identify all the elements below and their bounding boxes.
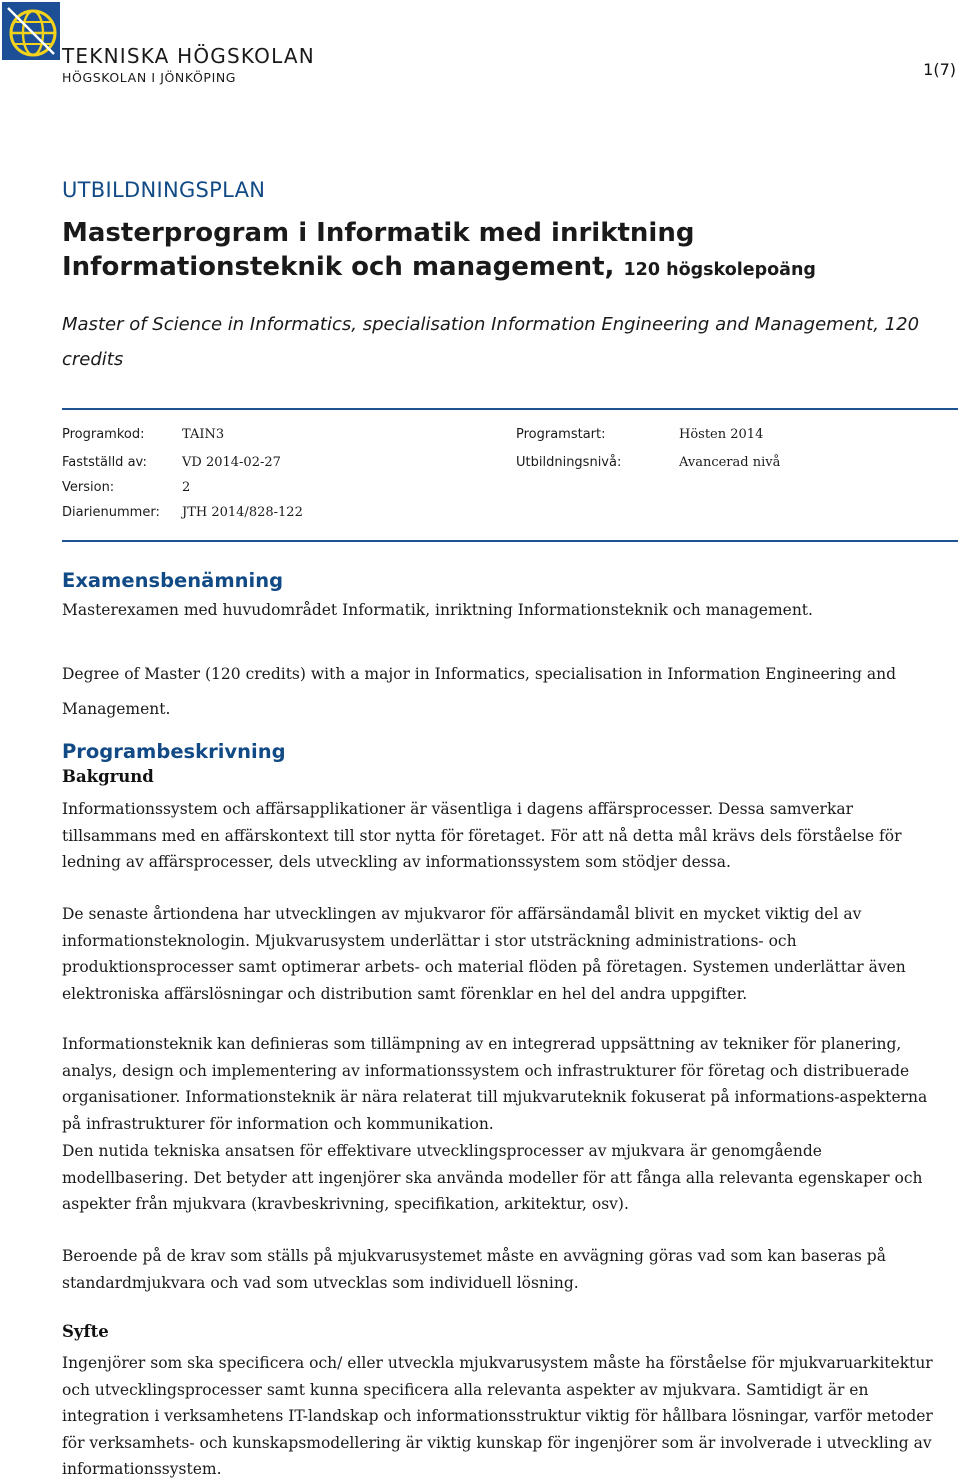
established-value: VD 2014-02-27 <box>182 455 281 470</box>
degree-swedish: Masterexamen med huvudområdet Informatik, inriktning Informationsteknik och management. <box>62 601 813 619</box>
background-paragraph-1: Informationssystem och affärsapplikationer är väsentliga i dagens affärsprocesser. Dessa samverkar tillsammans med en affärskontext till stor nytta för företaget. För att nå detta mål krävs dels förståelse för ledning av affärsprocesser, dels utveckling av informationssystem som stödjer dessa. <box>62 800 902 871</box>
meta-bottom-rule <box>62 540 958 542</box>
version-label: Version: <box>62 480 115 495</box>
program-code-value: TAIN3 <box>182 427 225 442</box>
education-level-label: Utbildningsnivå: <box>516 455 622 470</box>
purpose-paragraph: Ingenjörer som ska specificera och/ eller utveckla mjukvarusystem måste ha förståelse för mjukvaruarkitektur och utvecklingsprocesser samt kunna specificera alla relevanta aspekter av mjukvara. Samtidigt är en integration i verksamhetens IT-landskap och informationsstruktur viktig för hållbara lösningar, varför metoder för verksamhets- och kunskapsmodellering är viktig kunskap för ingenjörer som är involverade i utveckling av informationssystem. <box>62 1354 933 1478</box>
title-line-1: Masterprogram i Informatik med inriktning <box>62 218 695 248</box>
background-heading: Bakgrund <box>62 767 154 786</box>
background-paragraph-3: Informationsteknik kan definieras som tillämpning av en integrerad uppsättning av tekniker för planering, analys, design och implementering av informationssystem och infrastrukturer för företag och distribuerade organisationer. Informationsteknik är nära relaterat till mjukvaruteknik fokuserat på informations-aspekterna på infrastrukturer för information och kommunikation. <box>62 1035 928 1133</box>
institution-subtitle: HÖGSKOLAN I JÖNKÖPING <box>62 70 237 85</box>
background-paragraph-4: Den nutida tekniska ansatsen för effektivare utvecklingsprocesser av mjukvara är genomgående modellbasering. Det betyder att ingenjörer ska använda modeller för att fånga alla relevanta egenskaper och aspekter från mjukvara (kravbeskrivning, specifikation, arkitektur, osv). <box>62 1142 923 1213</box>
version-value: 2 <box>182 480 191 495</box>
document-title <box>62 216 942 287</box>
institution-name: TEKNISKA HÖGSKOLAN <box>62 44 315 68</box>
program-start-value: Hösten 2014 <box>679 427 764 442</box>
background-paragraph-5: Beroende på de krav som ställs på mjukvarusystemet måste en avvägning göras vad som kan baseras på standardmjukvara och vad som utvecklas som individuell lösning. <box>62 1247 886 1292</box>
degree-heading: Examensbenämning <box>62 569 284 592</box>
program-description-heading: Programbeskrivning <box>62 740 286 763</box>
program-start-label: Programstart: <box>516 427 606 442</box>
registration-label: Diarienummer: <box>62 505 160 520</box>
degree-english: Degree of Master (120 credits) with a major in Informatics, specialisation in Information Engineering and Management. <box>62 665 897 718</box>
page-number: 1(7) <box>923 60 956 79</box>
meta-top-rule <box>62 408 958 410</box>
university-logo-icon <box>2 2 60 60</box>
established-label: Fastställd av: <box>62 455 147 470</box>
education-level-value: Avancerad nivå <box>679 455 781 470</box>
program-code-label: Programkod: <box>62 427 145 442</box>
title-line-2-text: Informationsteknik och management, <box>62 252 615 282</box>
document-type: UTBILDNINGSPLAN <box>62 178 266 202</box>
document-subtitle: Master of Science in Informatics, specialisation Information Engineering and Management, 120 credits <box>62 314 920 370</box>
background-paragraph-2: De senaste årtiondena har utvecklingen av mjukvaror för affärsändamål blivit en mycket viktig del av informationsteknologin. Mjukvarusystem underlättar i stor utsträckning administrations- och produktionsprocesser samt optimerar arbets- och material flöden på företagen. Systemen underlättar även elektroniska affärslösningar och distribution samt förenklar en hel del andra uppgifter. <box>62 905 906 1003</box>
title-credits: 120 högskolepoäng <box>623 260 816 280</box>
title-line-2 <box>62 250 942 287</box>
registration-value: JTH 2014/828-122 <box>182 505 303 520</box>
purpose-heading: Syfte <box>62 1322 109 1341</box>
